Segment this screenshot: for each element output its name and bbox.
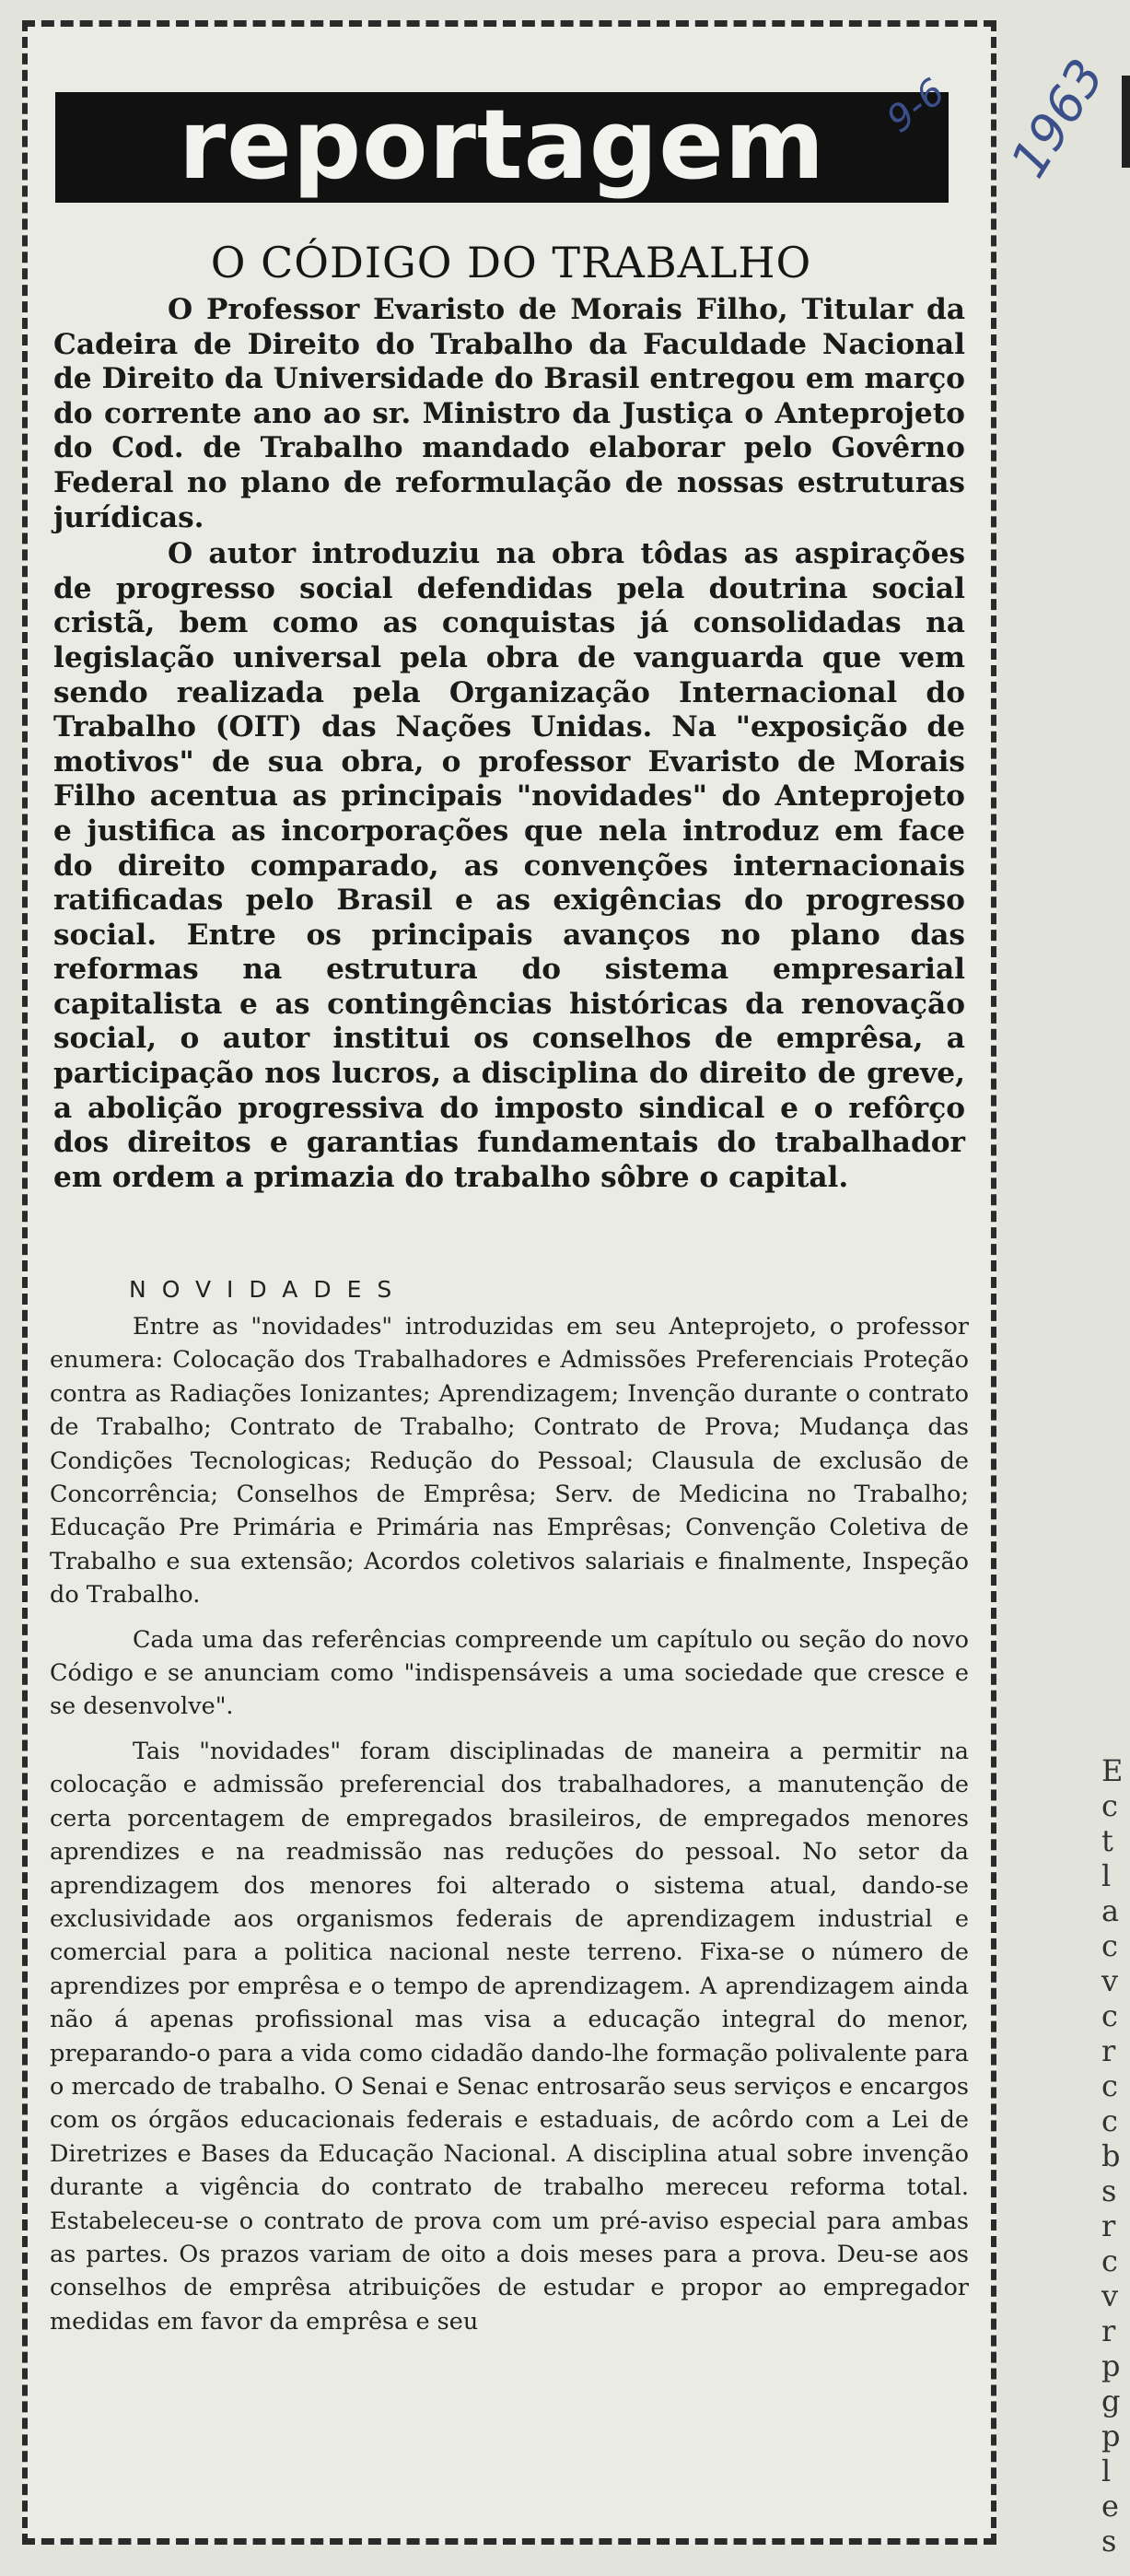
neighbor-letter: c xyxy=(1101,2243,1118,2278)
neighbor-letter: c xyxy=(1101,2103,1118,2138)
section-heading: NOVIDADES xyxy=(129,1276,408,1303)
section-banner: reportagem xyxy=(55,92,949,203)
neighbor-letter: r xyxy=(1101,2033,1116,2068)
body-paragraph: Entre as "novidades" introduzidas em seu Anteprojeto, o professor enumera: Colocação dos Trabalhadores e Admissões Preferenciais Proteção contra as Radiações Ionizantes; Aprendizagem; Invenção durante o contrato de Trabalho; Contrato de Trabalho; Contrato de Prova; Mudança das Condições Tecnologicas; Redução do Pessoal; Clausula de exclusão de Concorrência; Conselhos de Emprêsa; Serv. de Medicina no Trabalho; Educação Pre Primária e Primária nas Emprêsas; Convenção Coletiva de Trabalho e sua extensão; Acordos coletivos salariais e finalmente, Inspeção do Trabalho. xyxy=(50,1313,969,1610)
neighbor-heading-fragment xyxy=(1122,76,1130,168)
neighbor-letter: c xyxy=(1101,2068,1118,2103)
body-paragraph: Cada uma das referências compreende um capítulo ou seção do novo Código e se anunciam como "indispensáveis a uma sociedade que cresce e se desenvolve". xyxy=(50,1625,969,1721)
neighbor-letter: p xyxy=(1101,2348,1121,2383)
neighbor-letter: e xyxy=(1101,2488,1119,2523)
neighbor-letter: c xyxy=(1101,1998,1118,2033)
neighbor-letter: v xyxy=(1101,2278,1119,2313)
lead-paragraph: O Professor Evaristo de Morais Filho, Titular da Cadeira de Direito do Trabalho da Faculdade Nacional de Direito da Universidade do Brasil entregou em março do corrente ano ao sr. Ministro da Justiça o Anteprojeto do Cod. de Trabalho mandado elaborar pelo Govêrno Federal no plano de reformulação de nossas estruturas jurídicas. xyxy=(53,293,965,534)
neighbor-letter: c xyxy=(1101,1788,1118,1823)
handwritten-date-mark: 9-6 xyxy=(879,70,953,142)
neighbor-letter: t xyxy=(1101,1823,1113,1858)
neighbor-letter: v xyxy=(1101,1963,1119,1998)
body-paragraph: Tais "novidades" foram disciplinadas de maneira a permitir na colocação e admissão preferencial dos trabalhadores, a manutenção de certa porcentagem de empregados brasileiros, de empregados menores aprendizes e na readmissão nas reduções do pessoal. No setor da aprendizagem dos menores foi alterado o sistema atual, dando-se exclusividade aos organismos federais de aprendizagem industrial e comercial para a politica nacional neste terreno. Fixa-se o número de aprendizes por emprêsa e o tempo de aprendizagem. A aprendizagem ainda não á apenas profissional mas visa a educação integral do menor, preparando-o para a vida como cidadão dando-lhe formação polivalente para o mercado de trabalho. O Senai e Senac entrosarão seus serviços e encargos com os órgãos educacionais federais e estaduais, de acôrdo com a Lei de Diretrizes e Bases da Educação Nacional. A disciplina atual sobre invenção durante a vigência do contrato de trabalho mereceu reforma total. Estabeleceu-se o contrato de prova com um pré-aviso especial para ambas as partes. Os prazos variam de oito a dois meses para a prova. Deu-se aos conselhos de emprêsa atribuições de estudar e propor ao empregador medidas em favor da emprêsa e seu xyxy=(50,1737,969,2336)
neighbor-letter: b xyxy=(1101,2138,1121,2173)
neighbor-letter: s xyxy=(1101,2523,1117,2558)
neighbor-letter: s xyxy=(1101,2173,1117,2208)
neighbor-letter: p xyxy=(1101,2418,1121,2453)
neighbor-column-edge xyxy=(1094,0,1130,2576)
neighbor-letter: g xyxy=(1101,2383,1121,2418)
lead-paragraph: O autor introduziu na obra tôdas as aspirações de progresso social defendidas pela doutrina social cristã, bem como as conquistas já consolidadas na legislação universal pela obra de vanguarda que vem sendo realizada pela Organização Internacional do Trabalho (OIT) das Nações Unidas. Na "exposição de motivos" de sua obra, o professor Evaristo de Morais Filho acentua as principais "novidades" do Anteprojeto e justifica as incorporações que nela introduz em face do direito comparado, as convenções internacionais ratificadas pelo Brasil e as exigências do progresso social. Entre os principais avanços no plano das reformas na estrutura do sistema empresarial capitalista e as contingências históricas da renovação social, o autor institui os conselhos de emprêsa, a participação nos lucros, a disciplina do direito de greve, a abolição progressiva do imposto sindical e o refôrço dos direitos e garantias fundamentais do trabalhador em ordem a primazia do trabalho sôbre o capital. xyxy=(53,537,965,1194)
neighbor-letter: c xyxy=(1101,1928,1118,1963)
body-text xyxy=(50,1310,969,2338)
neighbor-letter: a xyxy=(1101,1893,1120,1928)
neighbor-letter: r xyxy=(1101,2208,1116,2243)
handwritten-year-mark: 1963 xyxy=(999,49,1116,188)
neighbor-letter: E xyxy=(1101,1753,1124,1788)
neighbor-letter: r xyxy=(1101,2313,1116,2348)
neighbor-letters xyxy=(1101,1755,1130,2560)
neighbor-letter: l xyxy=(1101,1858,1112,1893)
neighbor-letter: l xyxy=(1101,2453,1112,2488)
lead-text xyxy=(53,293,965,1195)
article-title: O CÓDIGO DO TRABALHO xyxy=(210,238,812,287)
